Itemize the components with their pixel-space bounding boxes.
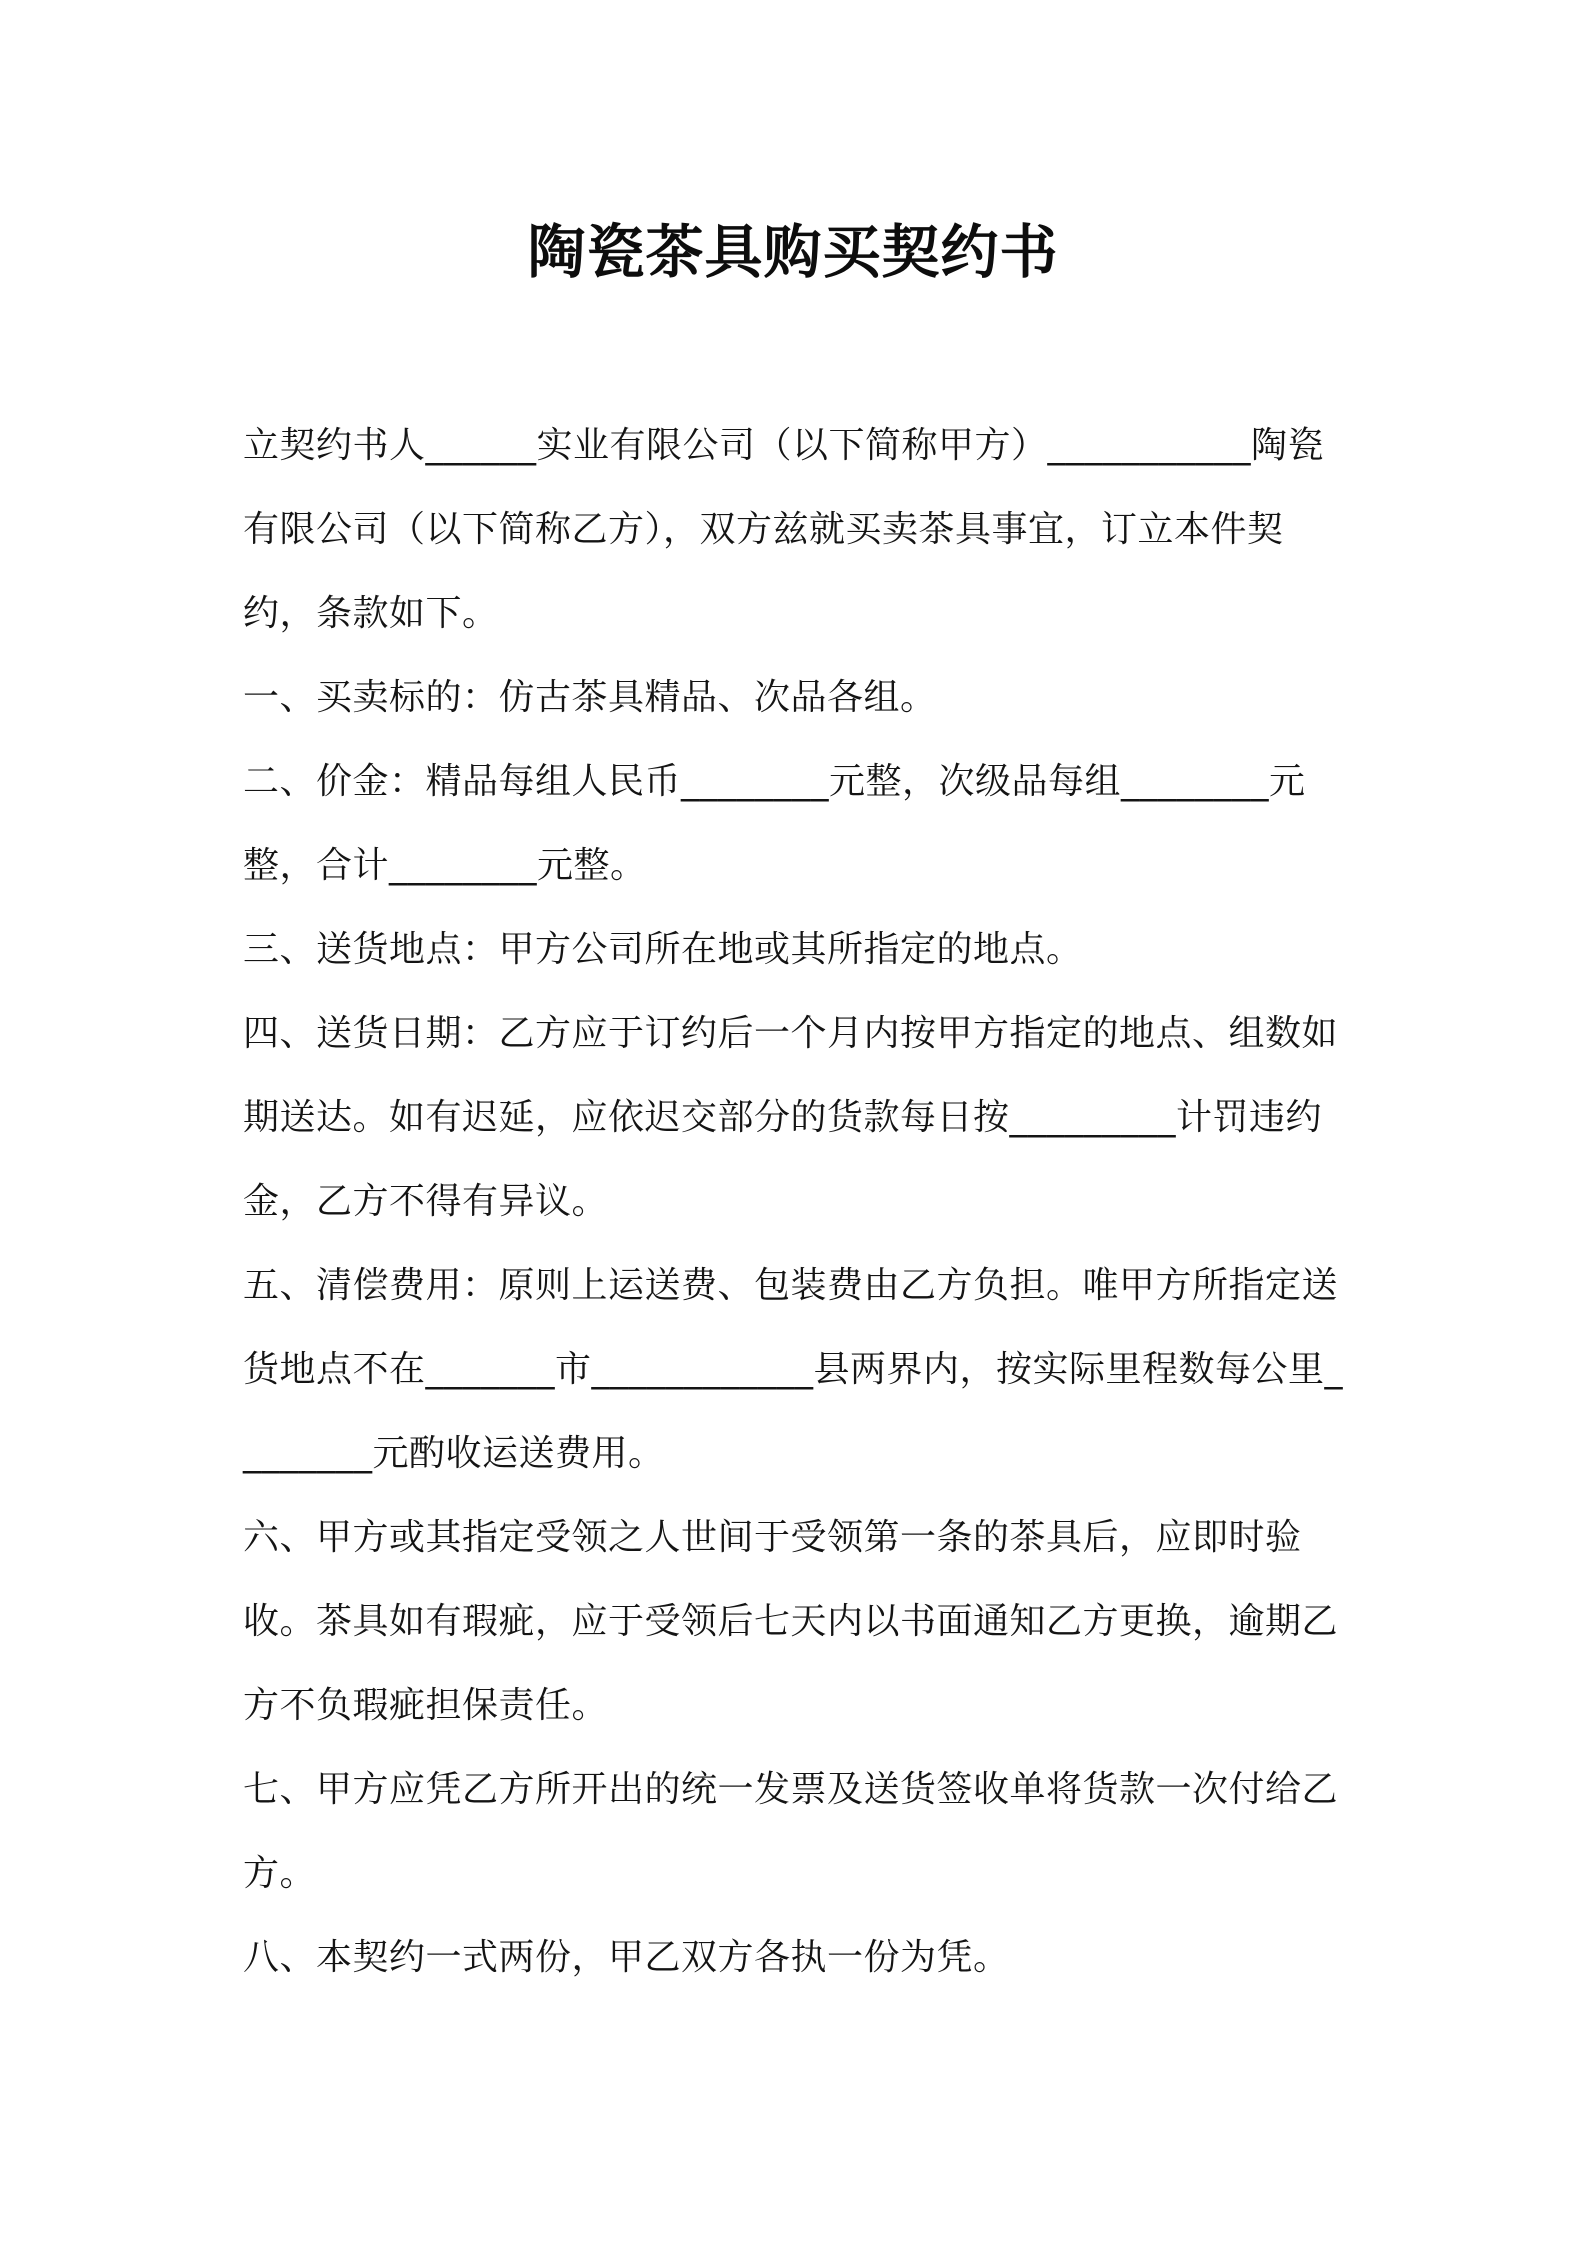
clause-1: 一、买卖标的：仿古茶具精品、次品各组。 (243, 677, 937, 718)
clause-5: 五、清偿费用：原则上运送费、包装费由乙方负担。唯甲方所指定送货地点不在_______市____________县两界内，按实际里程数每公里________元酌收运送费用。 (243, 1265, 1344, 1474)
clause-8: 八、本契约一式两份，甲乙双方各执一份为凭。 (243, 1937, 1010, 1978)
document-title: 陶瓷茶具购买契约书 (527, 218, 1059, 286)
clause-6: 六、甲方或其指定受领之人世间于受领第一条的茶具后，应即时验收。茶具如有瑕疵，应于受领后七天内以书面通知乙方更换，逾期乙方不负瑕疵担保责任。 (243, 1517, 1339, 1726)
paragraph-preamble: 立契约书人______实业有限公司（以下简称甲方）___________陶瓷有限公司（以下简称乙方），双方兹就买卖茶具事宜，订立本件契约，条款如下。 (243, 425, 1325, 634)
document-body (243, 404, 1351, 2000)
clause-3: 三、送货地点：甲方公司所在地或其所指定的地点。 (243, 929, 1083, 970)
clause-7: 七、甲方应凭乙方所开出的统一发票及送货签收单将货款一次付给乙方。 (243, 1769, 1339, 1894)
clause-2: 二、价金：精品每组人民币________元整，次级品每组________元整，合计________元整。 (243, 761, 1306, 886)
clause-4: 四、送货日期：乙方应于订约后一个月内按甲方指定的地点、组数如期送达。如有迟延，应依迟交部分的货款每日按_________计罚违约金，乙方不得有异议。 (243, 1013, 1339, 1222)
